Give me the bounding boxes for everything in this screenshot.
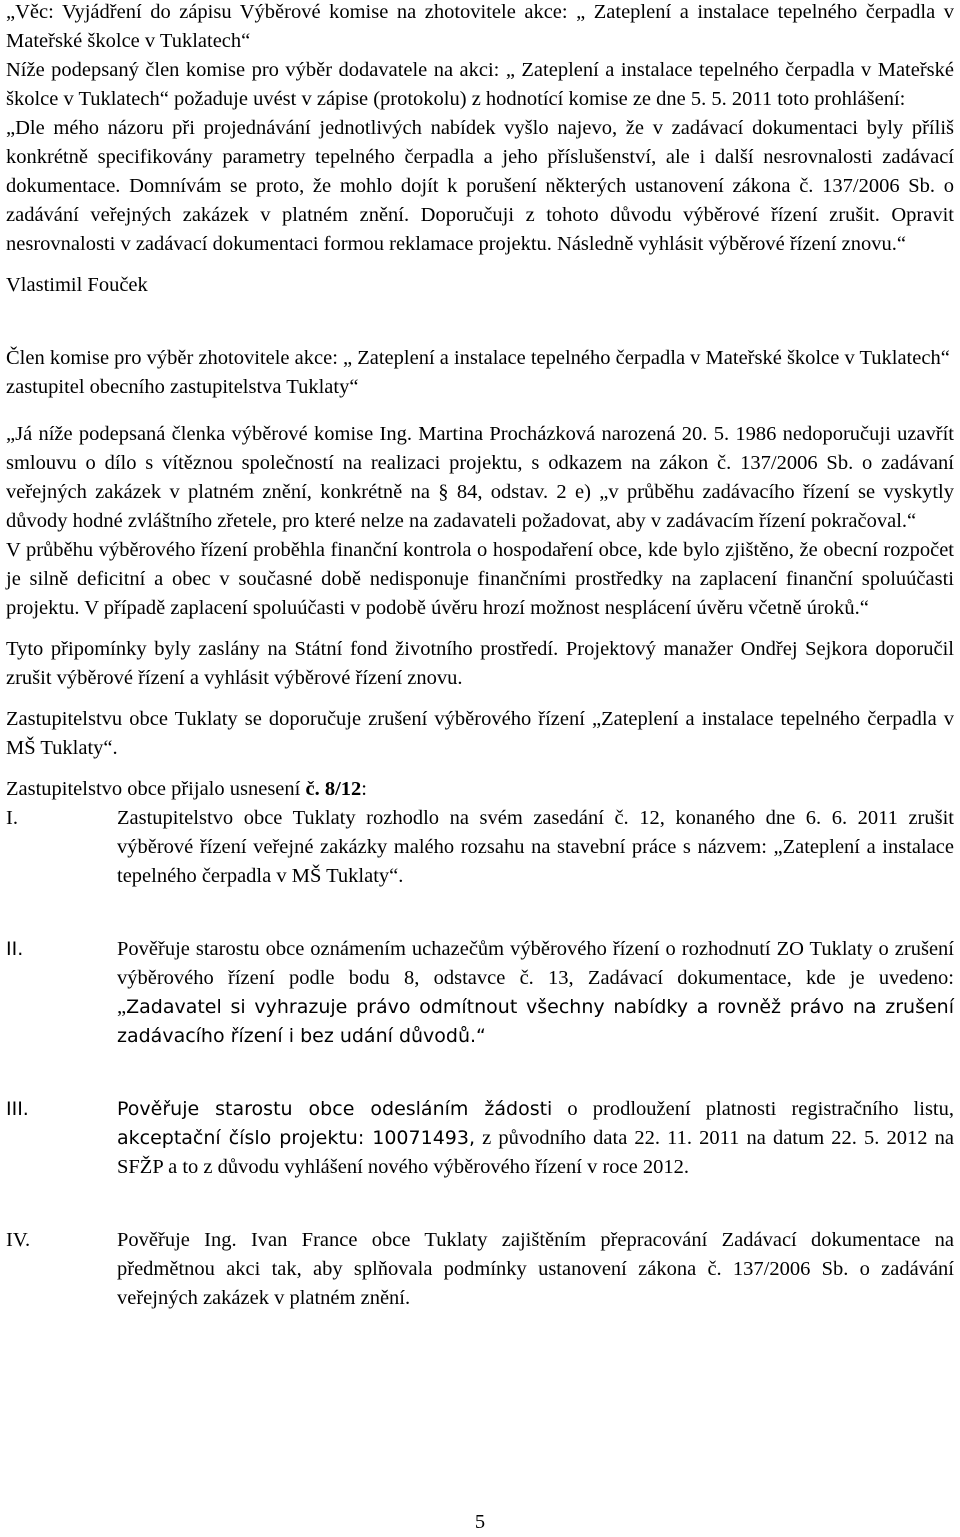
statement-intro: Níže podepsaný člen komise pro výběr dodavatele na akci: „ Zateplení a instalace tepelného čerpadla v Mateřské školce v Tuklatech“ požaduje uvést v zápise (protokolu) z hodnotící komise ze dne 5. 5. 2011 toto prohlášení: bbox=[6, 59, 954, 110]
statement-heading: „Věc: Vyjádření do zápisu Výběrové komise na zhotovitele akce: „ Zateplení a instalace tepelného čerpadla v Mateřské školce v Tuklatech“ bbox=[6, 1, 954, 52]
resolution-item-text bbox=[117, 935, 954, 1051]
resolution-colon: : bbox=[361, 778, 367, 800]
resolution-item-text-part1: Pověřuje starostu obce odesláním žádosti bbox=[117, 1098, 553, 1120]
resolution-item-3 bbox=[6, 1095, 954, 1182]
resolution-item-text: Pověřuje Ing. Ivan France obce Tuklaty zajištěním přepracování Zadávací dokumentace na předmětnou akci tak, aby splňovala podmínky ustanovení zákona č. 137/2006 Sb. o zadávání veřejných zakázek v platném znění. bbox=[117, 1229, 954, 1309]
resolution-item-text: Zastupitelstvo obce Tuklaty rozhodlo na svém zasedání č. 12, konaného dne 6. 6. 2011 zrušit výběrové řízení veřejné zakázky malého rozsahu na stavební práce s názvem: „Zateplení a instalace tepelného čerpadla v MŠ Tuklaty“. bbox=[117, 807, 954, 887]
member-role: zastupitel obecního zastupitelstva Tuklaty“ bbox=[6, 376, 359, 398]
resolution-item-4 bbox=[6, 1226, 954, 1313]
resolution-intro-text: Zastupitelstvo obce přijalo usnesení bbox=[6, 778, 306, 800]
page-number: 5 bbox=[474, 1511, 486, 1533]
resolution-item-numeral: III. bbox=[6, 1098, 29, 1120]
resolution-item-numeral: I. bbox=[6, 807, 18, 829]
statement-prochazkova: „Já níže podepsaná členka výběrové komise Ing. Martina Procházková narozená 20. 5. 1986 nedoporučuji uzavřít smlouvu o dílo s vítěznou společností na realizaci projektu, s odkazem na zákon č. 137/2006 Sb. o zadávaní veřejných zakázek v platném znění, konkrétně na § 84, odstav. 2 e) „v průběhu zadávacího řízení se vyskytly důvody hodné zvláštního zřetele, pro které nelze na zadavateli požadovat, aby v zadávacím řízení pokračoval.“ bbox=[6, 423, 954, 532]
resolution-item-text-serif: Pověřuje starostu obce oznámením uchazečům výběrového řízení o rozhodnutí ZO Tuklaty o zrušení výběrového řízení podle bodu 8, odstavce č. 13, Zadávací dokumentace, kde je uvedeno: „ bbox=[117, 938, 954, 1018]
member-title: Člen komise pro výběr zhotovitele akce: „ Zateplení a instalace tepelného čerpadla v Mateřské školce v Tuklatech“ bbox=[6, 347, 950, 369]
resolution-item-2 bbox=[6, 935, 954, 1051]
resolution-item-text bbox=[117, 1095, 954, 1182]
resolution-item-text-part2: o prodloužení platnosti registračního listu, bbox=[552, 1098, 954, 1120]
signature-foucek: Vlastimil Fouček bbox=[6, 274, 148, 296]
resolution-item-1 bbox=[6, 804, 954, 891]
recommendation-paragraph: Zastupitelstvu obce Tuklaty se doporučuje zrušení výběrového řízení „Zateplení a instalace tepelného čerpadla v MŠ Tuklaty“. bbox=[6, 708, 954, 759]
resolution-item-text-part3: akceptační číslo projektu: 10071493, bbox=[117, 1127, 476, 1149]
resolution-item-numeral: IV. bbox=[6, 1229, 31, 1251]
financial-control-paragraph: V průběhu výběrového řízení proběhla finanční kontrola o hospodaření obce, kde bylo zjištěno, že obecní rozpočet je silně deficitní a obec v současné době nedisponuje finančními prostředky na zaplacení finanční spoluúčasti projektu. V případě zaplacení spoluúčasti v podobě úvěru hrozí možnost nesplácení úvěru včetně úroků.“ bbox=[6, 539, 954, 619]
document-page bbox=[6, 0, 954, 1313]
statement-body: „Dle mého názoru při projednávání jednotlivých nabídek vyšlo najevo, že v zadávací dokumentaci byly příliš konkrétně specifikovány parametry tepelného čerpadla a jeho příslušenství, ale i další nesrovnalosti zadávací dokumentace. Domnívám se proto, že mohlo dojít k porušení některých ustanovení zákona č. 137/2006 Sb. o zadávání veřejných zakázek v platném znění. Doporučuji z tohoto důvodu výběrové řízení zrušit. Opravit nesrovnalosti v zadávací dokumentaci formou reklamace projektu. Následně vyhlásit výběrové řízení znovu.“ bbox=[6, 117, 954, 255]
resolution-item-text-part4: z původního data 22. 11. 2011 na datum 22. 5. 2012 na SFŽP a to z důvodu vyhlášení nového výběrového řízení v roce 2012. bbox=[117, 1127, 954, 1178]
resolution-item-numeral: II. bbox=[6, 938, 24, 960]
comments-paragraph: Tyto připomínky byly zaslány na Státní fond životního prostředí. Projektový manažer Ondřej Sejkora doporučil zrušit výběrové řízení a vyhlásit výběrové řízení znovu. bbox=[6, 638, 954, 689]
resolution-item-quote: Zadavatel si vyhrazuje právo odmítnout všechny nabídky a rovněž právo na zrušení zadávacího řízení i bez udání důvodů.“ bbox=[117, 996, 954, 1047]
resolution-intro bbox=[6, 775, 954, 804]
resolution-number: č. 8/12 bbox=[305, 778, 362, 800]
